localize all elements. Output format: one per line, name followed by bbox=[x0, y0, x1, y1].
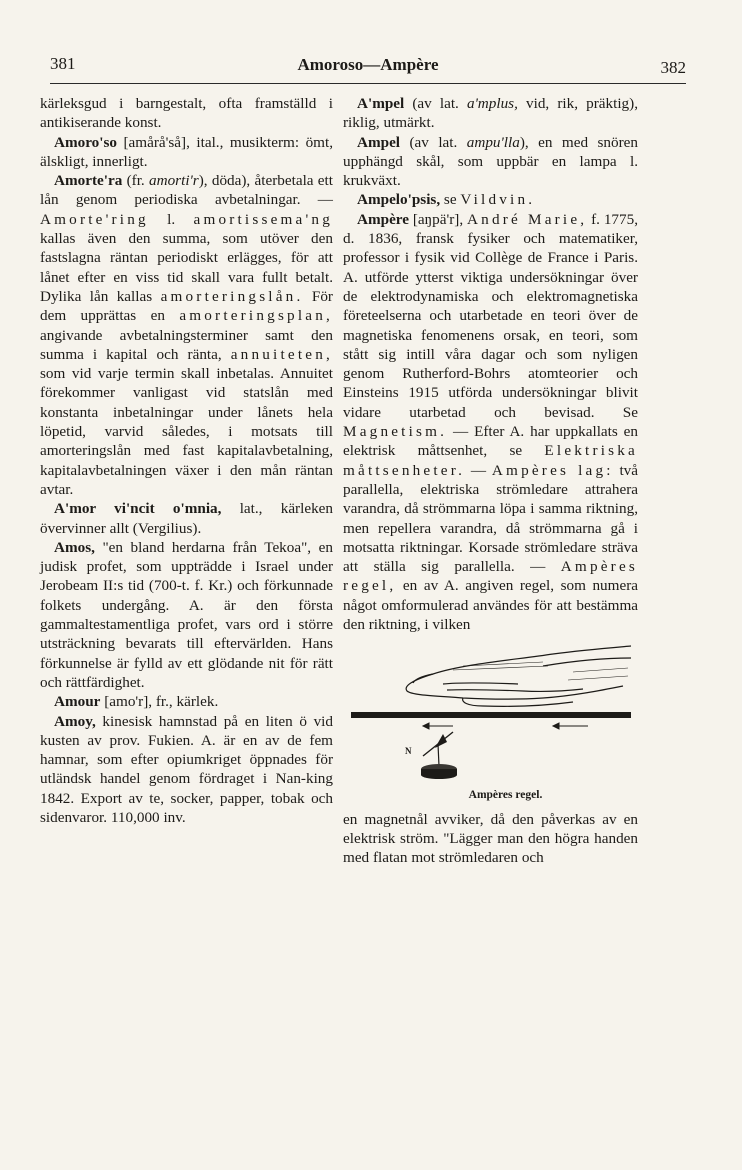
entry-continuation: kärleksgud i barngestalt, ofta framställd i antikiserande konst. bbox=[40, 95, 333, 132]
magnetic-needle bbox=[421, 732, 457, 779]
left-column bbox=[40, 94, 333, 827]
entry-ampelopsis: Ampelo'psis, se Vildvin. bbox=[357, 191, 536, 209]
entry-ampel-adj: A'mpel (av lat. a'mplus, vid, rik, präktig), riklig, utmärkt. bbox=[343, 95, 638, 132]
headword: Amoro'so bbox=[54, 133, 117, 151]
page-number-left: 381 bbox=[50, 54, 76, 73]
headword: Amos, bbox=[54, 538, 95, 556]
right-column bbox=[343, 94, 638, 868]
running-header bbox=[50, 50, 686, 80]
page-number-right: 382 bbox=[660, 58, 686, 77]
headword: A'mor vi'ncit o'mnia, bbox=[54, 500, 222, 518]
entry-amos: Amos, "en bland herdarna från Tekoa", en judisk profet, som uppträdde i Israel under Jerobeam II:s tid (700-t. f. Kr.) och förkunnade folkets undergång. A. är den första gammaltestamentliga profet, vars ord i större utsträckning bevarats till eftervärlden. Hans förkunnelse är fylld av ett glödande nit för rätt och rättfärdighet. bbox=[40, 538, 333, 691]
entry-amour: Amour [amo'r], fr., kärlek. bbox=[54, 693, 219, 711]
needle-label-n: N bbox=[405, 746, 412, 757]
entry-ampel-noun: Ampel (av lat. ampu'lla), en med snören upphängd skål, som uppbär en lampa l. krukväxt. bbox=[343, 133, 639, 190]
entry-amor-vincit: A'mor vi'ncit o'mnia, lat., kärleken övervinner allt (Vergilius). bbox=[40, 500, 334, 537]
amperes-rule-figure bbox=[343, 636, 638, 805]
entry-amortera: Amorte'ra (fr. amorti'r), döda), återbetala ett lån genom periodiska avbetalningar. — Amorte'ring l. amortissema'ng kallas även den summa, som utöver den fastslagna räntan periodiskt erlägges, för att lånet efter en viss tid skall vara fullt betalt. Dylika lån kallas amorteringslån. För dem upprättas en amorteringsplan, angivande avbetalningsterminer samt den summa i kapital och ränta, annuiteten, som vid varje termin skall inbetalas. Annuitet förekommer vanligast vid statslån med konstanta inbetalningar under lånets hela löpetid, varvid således, i motsats till amorteringslån med fast kapitalavbetalning, kapitalavbetalningen växer i den mån räntan avtar. bbox=[40, 172, 333, 498]
headword: Ampère bbox=[357, 210, 410, 228]
headword: Amorte'ra bbox=[54, 172, 123, 190]
headword: Amoy, bbox=[54, 712, 96, 730]
headword: Amour bbox=[54, 693, 101, 711]
figure-caption: Ampères regel. bbox=[468, 789, 543, 802]
headword: A'mpel bbox=[357, 95, 405, 112]
headword: Ampelo'psis, bbox=[357, 191, 441, 209]
header-rule bbox=[50, 83, 686, 84]
entry-amoy: Amoy, kinesisk hamnstad på en liten ö vid kusten av prov. Fukien. A. är en av de fem hamnar, som efter opiumkriget öppnades för utländsk handel genom fördraget i Nan-king 1842. Export av te, socker, papper, tobak och sidenvaror. 110,000 inv. bbox=[40, 712, 333, 826]
running-title: Amoroso—Ampère bbox=[297, 55, 439, 74]
hand-over-wire-illustration bbox=[343, 636, 638, 786]
entry-ampere-continued: en magnetnål avviker, då den påverkas av en elektrisk ström. "Lägger man den högra handen med flatan mot strömledaren och bbox=[343, 810, 638, 867]
entry-ampere: Ampère [aŋpä'r], André Marie, f. 1775, d. 1836, fransk fysiker och matematiker, professor i fysik vid Collège de France i Paris. A. utförde ytterst viktiga undersökningar över de elektrodynamiska och elektromagnetiska företeelserna och utarbetade en teori över de magnetiska fenomenens orsak, en teori, som stått sig intill våra dagar och som nyligen genom Rutherford-Bohrs atomteorier och Einsteins 1915 utförda undersökningar blivit vidare utarbetad och bevisad. Se Magnetism. — Efter A. har uppkallats en elektrisk måttsenhet, se Elektriska måttsenheter. — Ampères lag: två parallella, elektriska strömledare attrahera varandra, då strömmarna löpa i samma riktning, men repellera varandra, då strömmarna gå i motsatta riktningar. Korsade strömledare sträva att ställa sig parallella. — Ampères regel, en av A. angiven regel, som numera något omformulerad användes för att bestämma den riktning, i vilken bbox=[343, 210, 639, 634]
entry-amoroso: Amoro'so [amårå'så], ital., musikterm: ömt, älskligt, innerligt. bbox=[40, 133, 333, 170]
current-conductor bbox=[351, 712, 631, 718]
headword: Ampel bbox=[357, 133, 401, 151]
